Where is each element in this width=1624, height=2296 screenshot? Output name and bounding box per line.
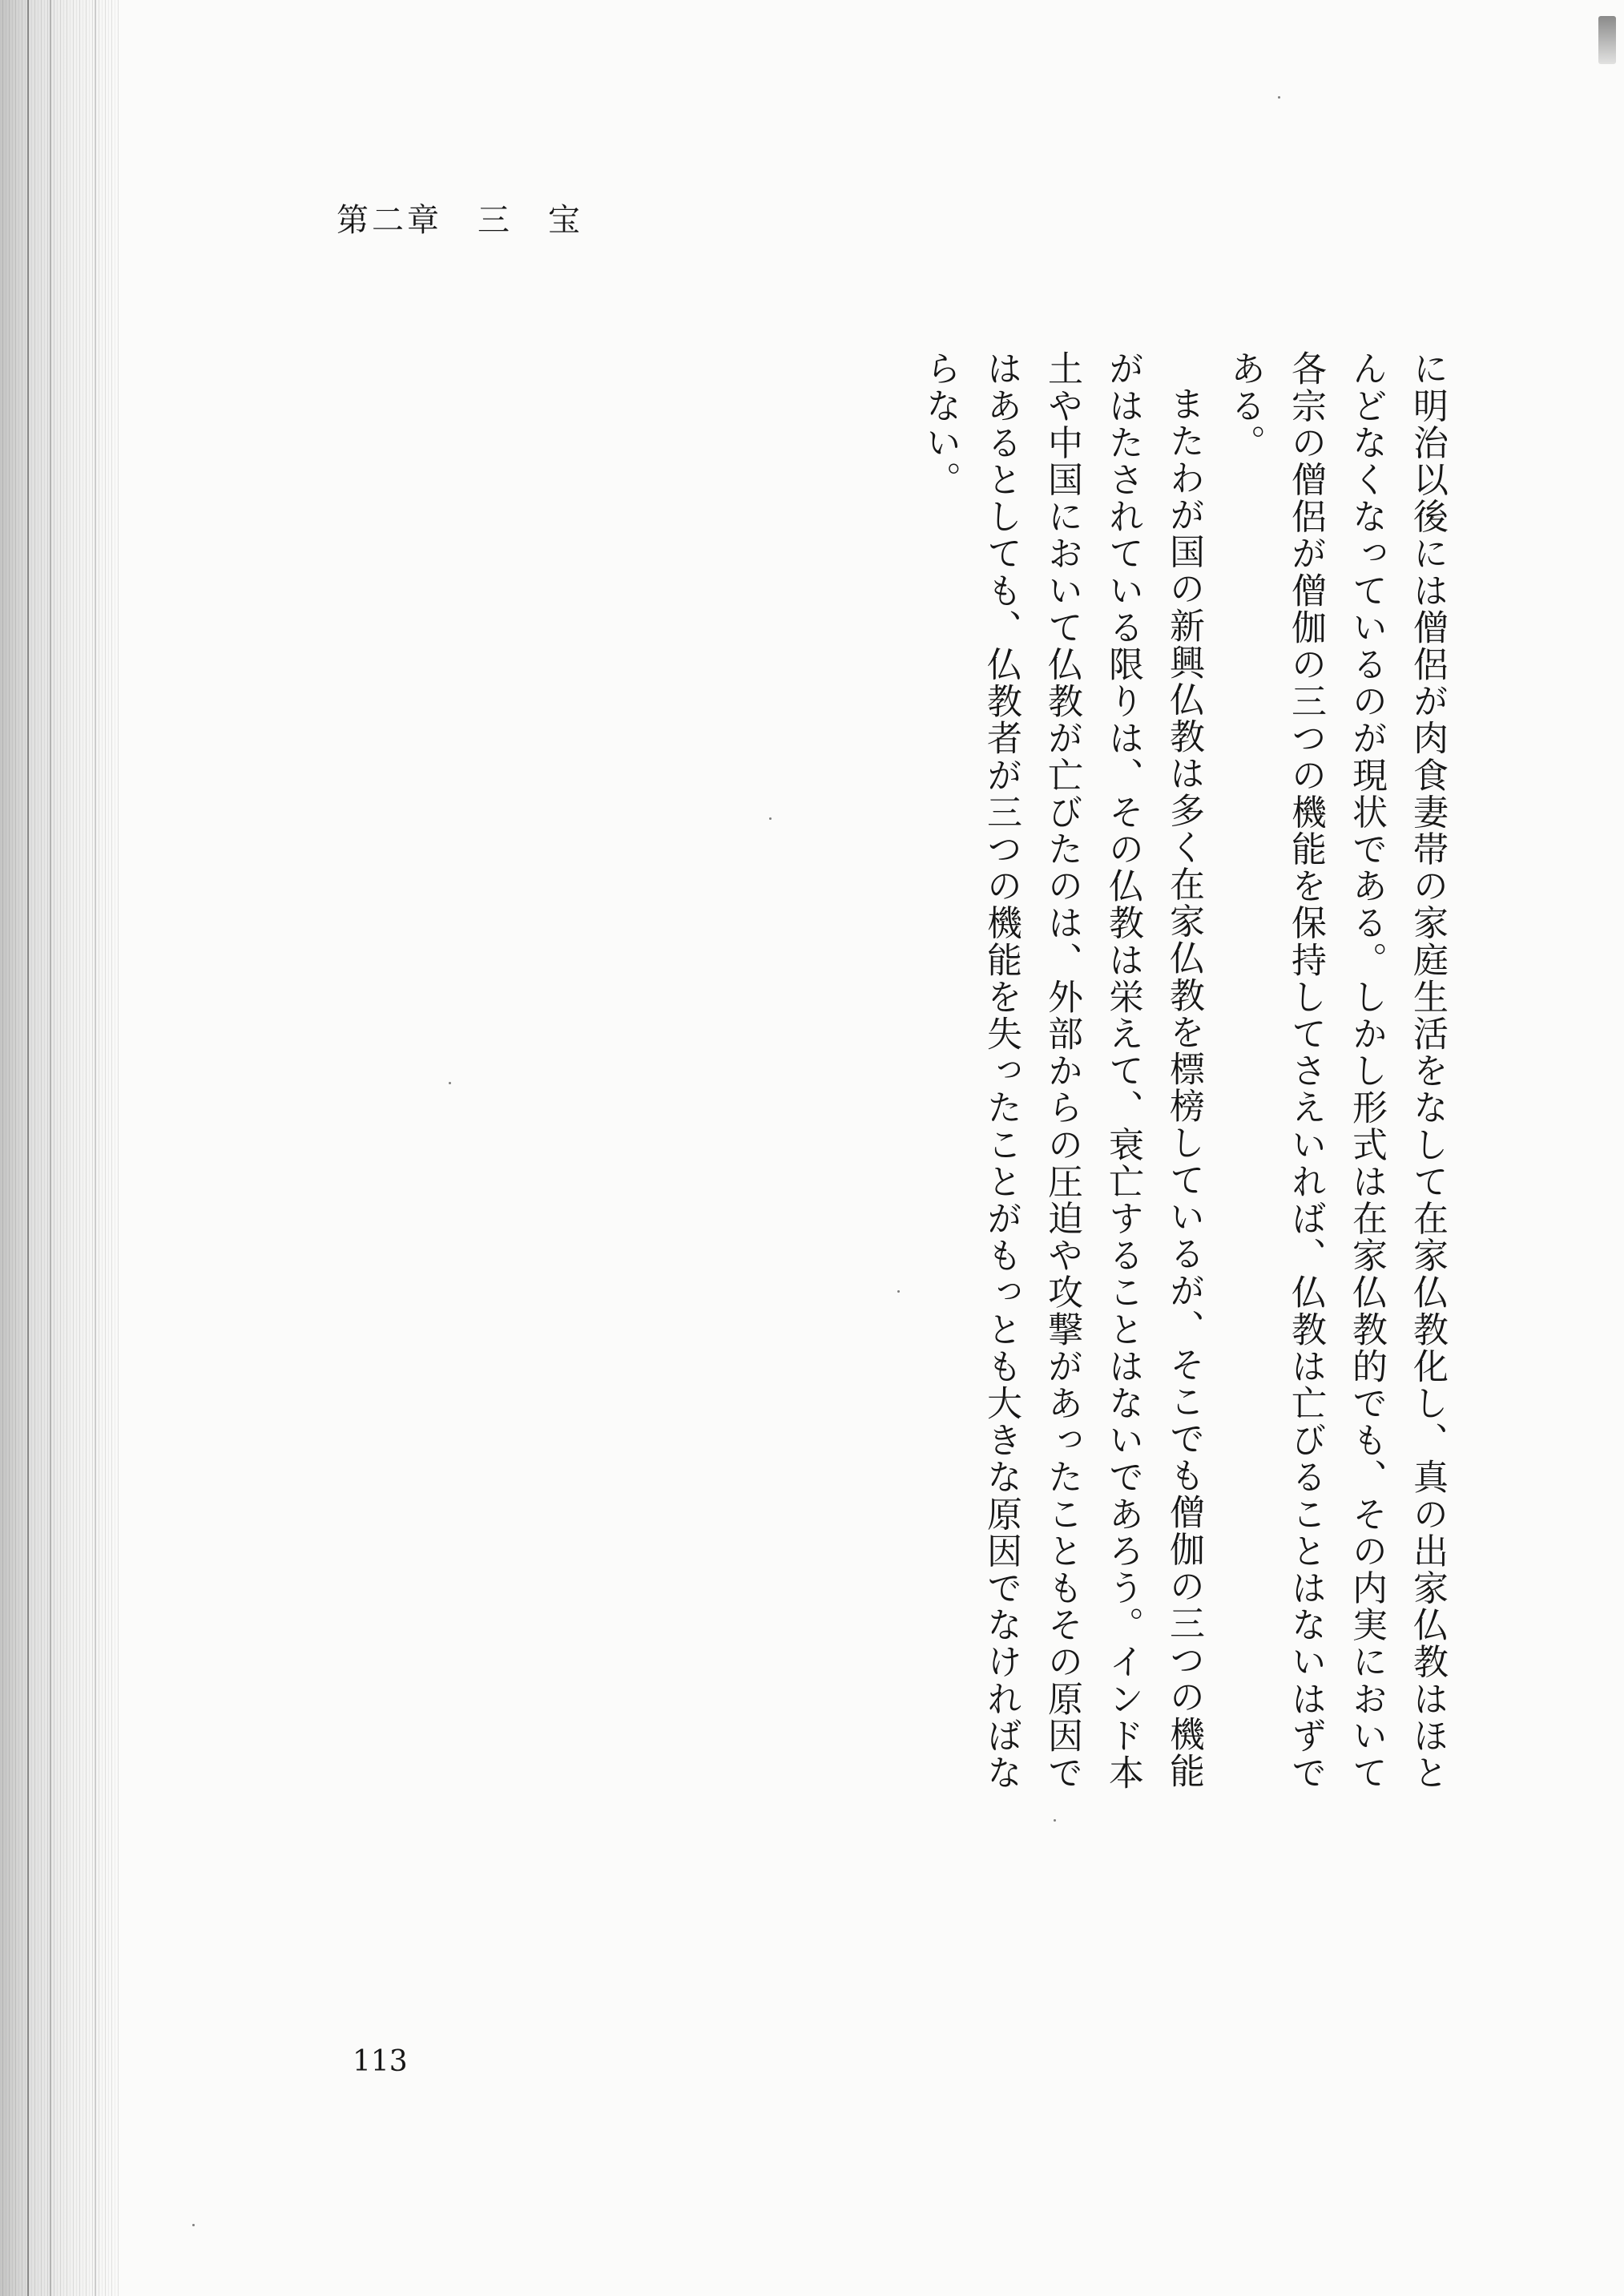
scan-speck bbox=[192, 2224, 195, 2226]
scan-speck bbox=[897, 1290, 900, 1293]
chapter-running-header: 第二章 三 宝 bbox=[336, 202, 583, 239]
gutter-line bbox=[95, 0, 96, 2296]
scan-speck bbox=[1278, 96, 1280, 99]
gutter-line bbox=[50, 0, 51, 2296]
book-gutter-shadow bbox=[0, 0, 120, 2296]
scan-corner-mark bbox=[1598, 16, 1616, 64]
gutter-line bbox=[27, 0, 29, 2296]
paragraph: に明治以後には僧侶が肉食妻帯の家庭生活をなして在家仏教化し、真の出家仏教はほとんどなくなっているのが現状である。しかし形式は在家仏教的でも、その内実において各宗の僧侶が僧伽の三つの機能を保持してさえいれば、仏教は亡びることはないはずである。 bbox=[1224, 350, 1448, 1791]
scan-speck bbox=[1054, 1819, 1056, 1822]
scan-speck bbox=[449, 1082, 451, 1084]
vertical-body-text bbox=[909, 350, 1457, 1793]
scan-speck bbox=[769, 817, 772, 820]
paragraph: またわが国の新興仏教は多く在家仏教を標榜しているが、そこでも僧伽の三つの機能がはたされている限りは、その仏教は栄えて、衰亡することはないであろう。インド本土や中国において仏教が亡びたのは、外部からの圧迫や攻撃があったこともその原因ではあるとしても、仏教者が三つの機能を失ったことがもっとも大きな原因でなければならない。 bbox=[920, 350, 1204, 1791]
page-number: 113 bbox=[353, 2045, 408, 2078]
